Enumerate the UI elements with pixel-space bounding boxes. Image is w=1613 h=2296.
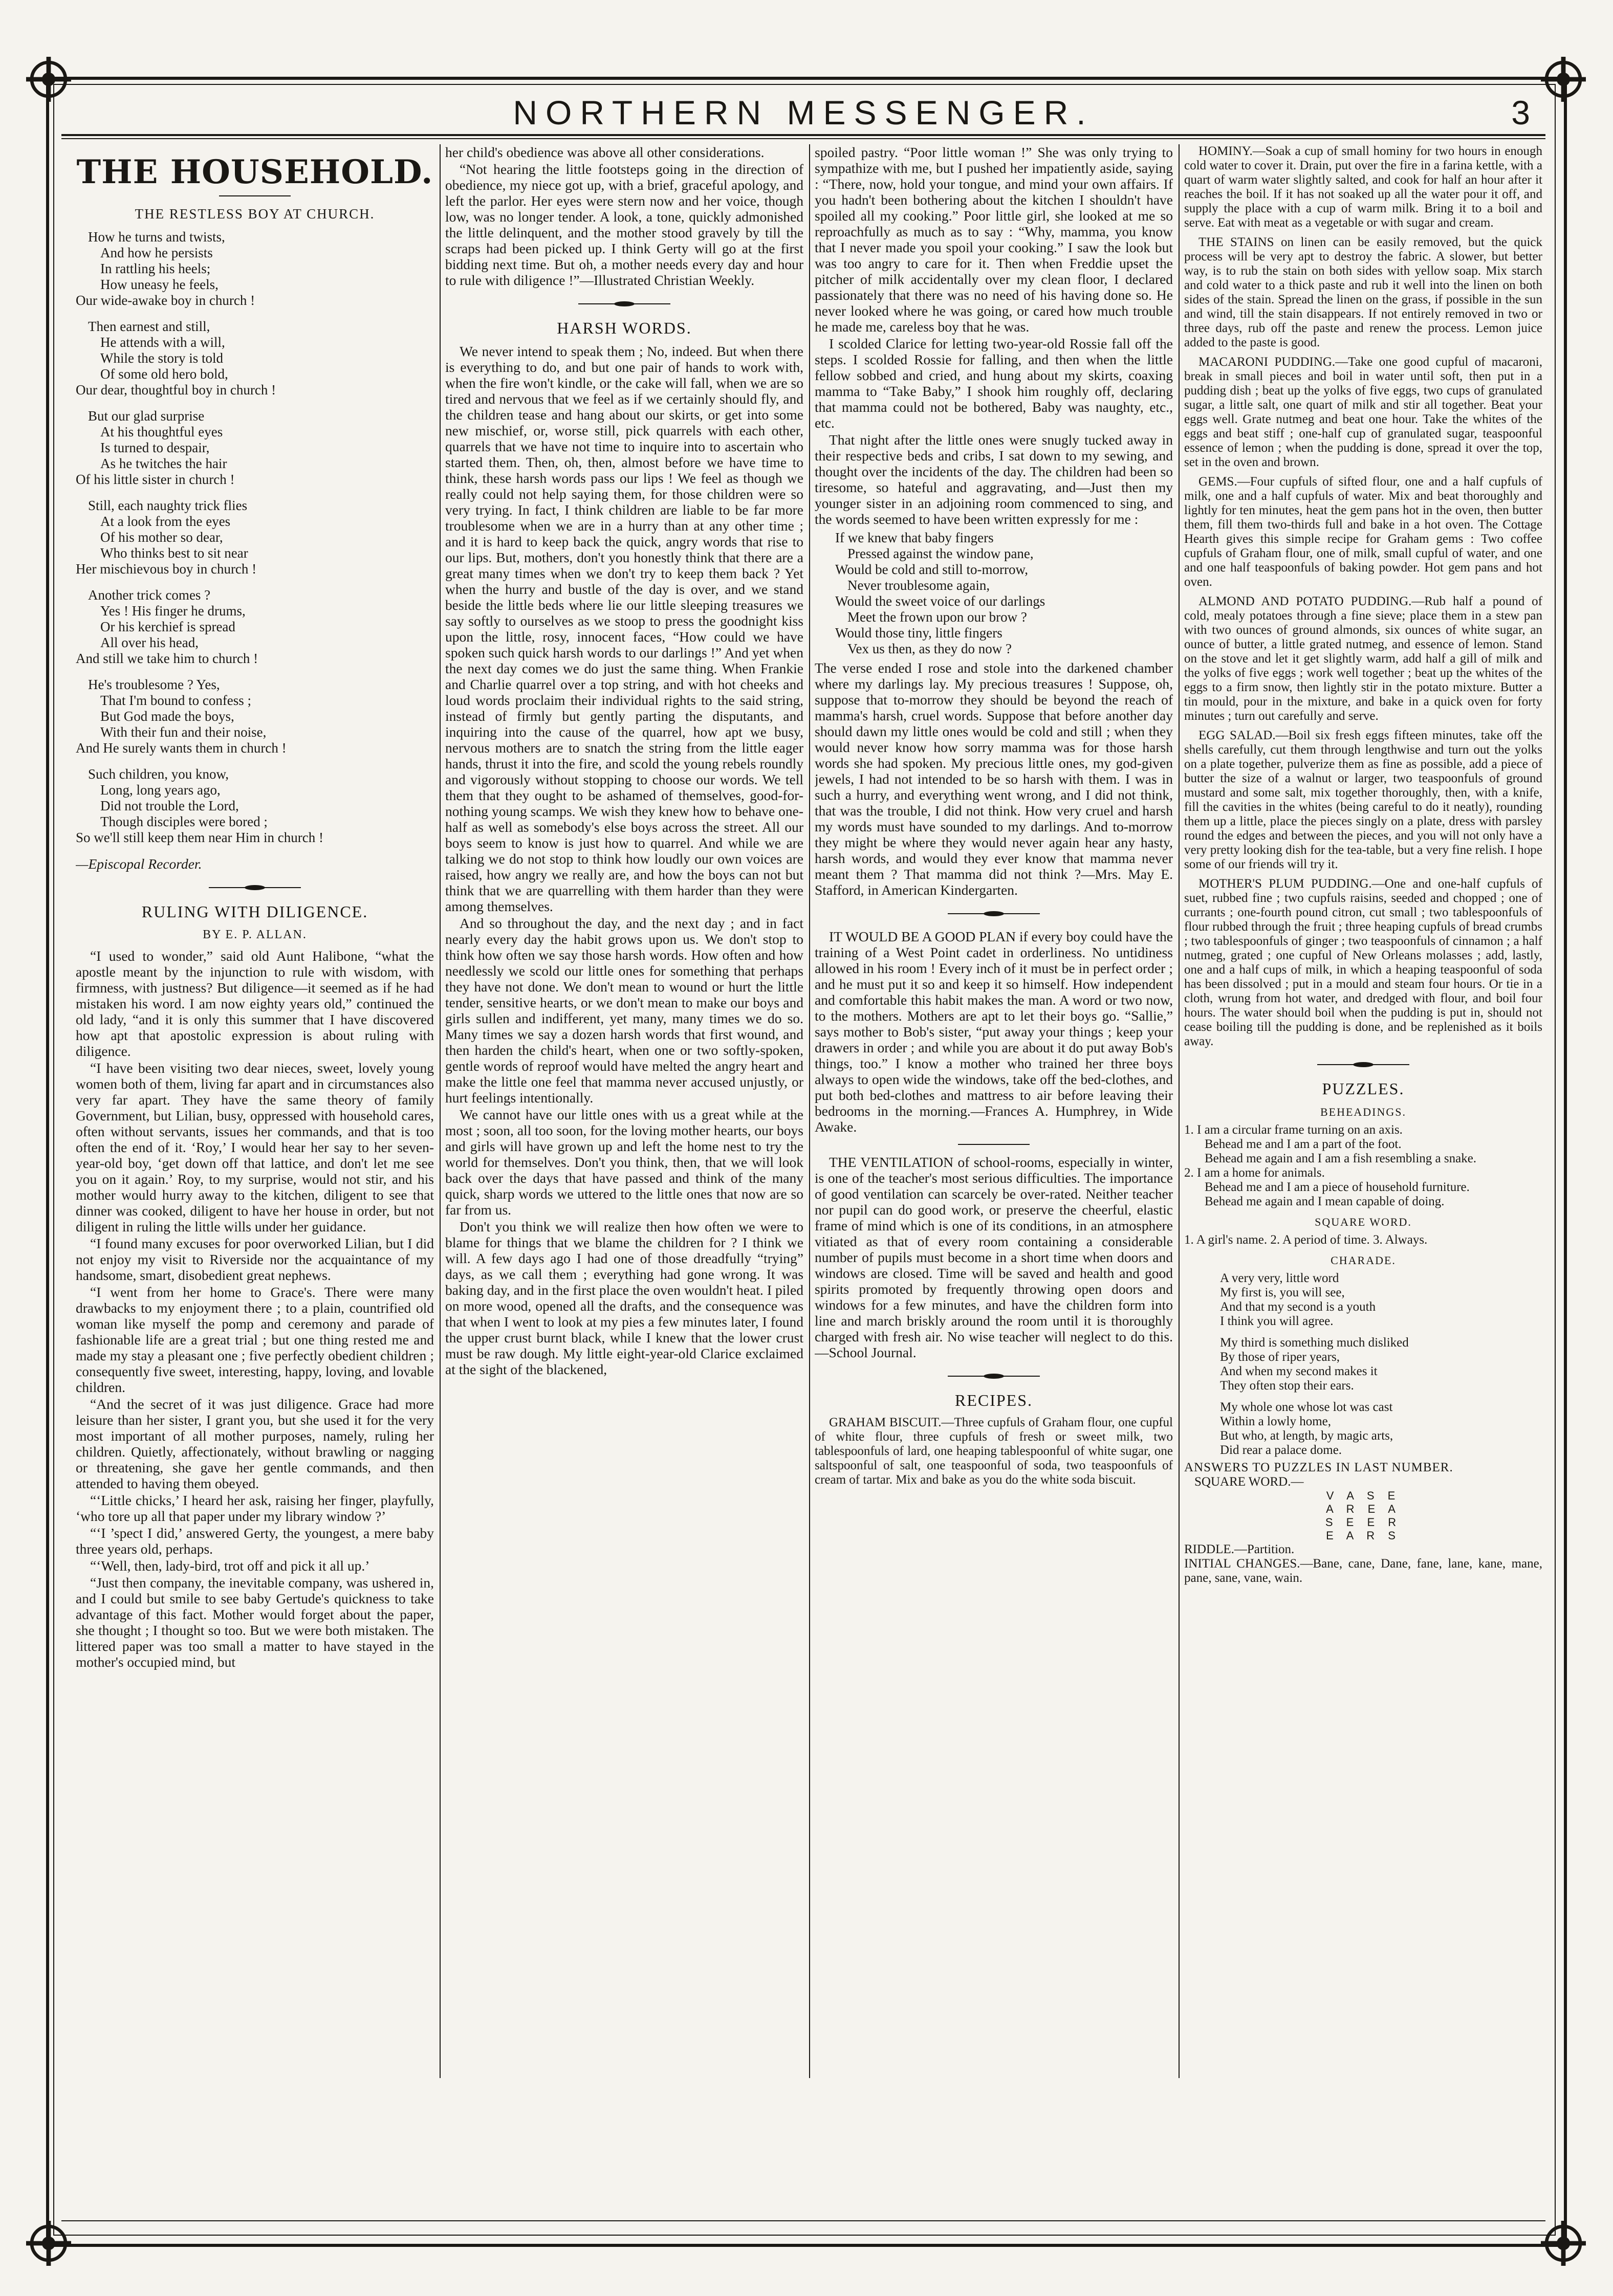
poem-line: Though disciples were bored ; <box>100 814 268 829</box>
paragraph: “And the secret of it was just diligence. Grace had more leisure than her sister, I grant you, but she used it for the very most important of all mother purposes, namely, ruling her children. Quietly, affectionately, without brawling or nagging or threatening, she gave her gentle commands, and then attended to having them obeyed. <box>76 1396 434 1491</box>
poem-stanza <box>76 766 434 846</box>
charade-line: My third is something much disliked <box>1220 1336 1409 1350</box>
bottom-rule <box>61 2220 1545 2221</box>
charade-heading: CHARADE. <box>1331 1254 1396 1267</box>
poem-line: He's troublesome ? Yes, <box>88 677 220 692</box>
recipe-paragraph: MOTHER'S PLUM PUDDING.—One and one-half cupfuls of suet, rubbed fine ; two cupfuls raisins, seeded and chopped ; one of currants ; one-fourth pound citron, cut small ; two tablespoonfuls of flour rubbed through the fruit ; three heaping cupfuls of bread crumbs ; two tablespoonfuls of ginger ; two teaspoonfuls of cinnamon ; a half nutmeg, grated ; one cupful of New Orleans molasses ; add, lastly, one and a half cups of milk, in which a heaping teaspoonful of soda has been dissolved ; put in a mould and steam four hours. Or tie in a cloth, wrung from hot water, and dredged with flour, and boil four hours. The water should boil when the pudding is put in, should not cease boiling till the pudding is done, and be replenished as it boils away. <box>1184 877 1542 1048</box>
poem-stanza <box>76 319 434 398</box>
poem-line: How he turns and twists, <box>88 229 225 245</box>
charade-line: A very very, little word <box>1220 1271 1339 1285</box>
beheading-line: Behead me again and I am a fish resembling a snake. <box>1205 1152 1477 1165</box>
page-number: 3 <box>1511 94 1530 131</box>
song-verse <box>815 530 1173 657</box>
charade-line <box>1220 1329 1542 1336</box>
poem-line: Or his kerchief is spread <box>100 619 235 634</box>
answers-square-word-label: SQUARE WORD.— <box>1194 1475 1304 1489</box>
poem-line: Such children, you know, <box>88 766 229 782</box>
recipes-title: RECIPES. <box>954 1391 1033 1409</box>
charade-line: But who, at length, by magic arts, <box>1220 1429 1393 1443</box>
square-word-puzzle: 1. A girl's name. 2. A period of time. 3. Always. <box>1184 1233 1428 1247</box>
poem-line: As he twitches the hair <box>100 456 227 471</box>
masthead-title: NORTHERN MESSENGER. <box>513 94 1094 131</box>
verse-line: Pressed against the window pane, <box>847 546 1034 561</box>
story-byline: BY E. P. ALLAN. <box>203 928 307 941</box>
poem-line: Our wide-awake boy in church ! <box>76 293 255 308</box>
separator <box>948 1373 1040 1380</box>
verse-line: Would be cold and still to-morrow, <box>835 562 1029 577</box>
corner-ornament-bottom-left <box>20 2215 77 2271</box>
beheading-line: 1. I am a circular frame turning on an axis. <box>1184 1123 1403 1137</box>
puzzles-title: PUZZLES. <box>1322 1079 1405 1098</box>
charade-line: By those of riper years, <box>1220 1350 1340 1364</box>
poem-line: Of his little sister in church ! <box>76 472 235 487</box>
charade-line: Within a lowly home, <box>1220 1415 1332 1428</box>
square-answer-row: V A S E <box>1326 1489 1401 1502</box>
poem-line: And still we take him to church ! <box>76 651 258 666</box>
answers-square-word <box>1184 1489 1542 1542</box>
paragraph: That night after the little ones were snugly tucked away in their respective beds and cribs, I sat down to my sewing, and thought over the incidents of the day. The children had been so tiresome, so hateful and aggravating, and—Just then my younger sister in an adjoining room commenced to sing, and the words seemed to have been written expressly for me : <box>815 432 1173 527</box>
poem-line: How uneasy he feels, <box>100 277 219 292</box>
poem-line: While the story is told <box>100 350 223 366</box>
square-answer-row: A R E A <box>1326 1503 1401 1515</box>
paragraph: We never intend to speak them ; No, indeed. But when there is everything to do, and but one pair of hands to work with, when the fire won't kindle, or the cake will fall, when we are so tired and nervous that we feel as if we certainly should fly, and the children tease and hang about our skirts, or get into some new mischief, or, worse still, pick quarrels with each other, quarrels that we have not time to inquire into to ascertain who started them. Then, oh, then, almost before we have time to think, these harsh words pass our lips ! We feel as though we really could not help saying them, for those children were so very trying. In fact, I think children are liable to be far more troublesome when we are in a hurry than at any other time ; and it is hard to keep back the quick, angry words that rise to our lips. But, mothers, don't you honestly think that there are a great many times when we don't try to keep them back ? Yet when the hurry and bustle of the day is over, and we stand beside the little beds where lie our little sleeping treasures we say softly to ourselves as we stoop to press the goodnight kiss upon the little, rosy, innocent faces, “How could we have spoken such quick harsh words to our darlings !” And yet when the next day comes we do just the same thing. When Frankie and Charlie quarrel over a top string, and with hot cheeks and loud words proclaim their individual rights to the said string, instead of firmly but gently parting the disputants, and inquiring into the cause of the quarrel, how apt we busy, nervous mothers are to snatch the string from the little eager hands, thrust it into the fire, and scold the young rebels roundly and vigorously without stopping to choose our words. We tell them that they ought to be ashamed of themselves, good-for-nothing young scamps. We wish they knew how to behave one-half as well as somebody's else boys across the street. All our boys seem to know is just how to quarrel. And while we are talking we do not stop to think how loudly our own voices are raised, how angry we really are, and how the boys can not but think that we are quarrelling with them harder than they were among themselves. <box>445 343 803 914</box>
paragraph: “I have been visiting two dear nieces, sweet, lovely young women both of them, living far apart and in circumstances also very far apart. They have the same theory of family Government, but Lilian, busy, oppressed with household cares, often without servants, issues her commands, and that is too often the end of it. ‘Roy,’ I would hear her say to her seven-year-old boy, ‘get down off that lattice, and don't let me see you on it again.’ Roy, to my surprise, would not stir, and his mother would hurry away to the kitchen, diligent to see that dinner was cooked, diligent to have her house in order, but not diligent in ruling the little wills under her guidance. <box>76 1060 434 1234</box>
recipe-paragraph: GEMS.—Four cupfuls of sifted flour, one and a half cupfuls of milk, one and a half cupfuls of water. Mix and beat thoroughly and lightly for ten minutes, heat the gem pans hot in the oven, then butter them, fill them two-thirds full and bake in a hot oven. The Cottage Hearth gives this simple recipe for Graham gems : Two coffee cupfuls of Graham flour, one of milk, small cupful of water, and one and one half teaspoonfuls of baking powder. Hot gem pans and hot oven. <box>1184 475 1542 589</box>
poem-line: In rattling his heels; <box>100 261 211 276</box>
poem-line: Our dear, thoughtful boy in church ! <box>76 382 276 398</box>
separator <box>948 910 1040 917</box>
recipe-paragraph: MACARONI PUDDING.—Take one good cupful of macaroni, break in small pieces and boil in water until soft, then put in a pudding dish ; beat up the yolks of five eggs, two cups of granulated sugar, a little salt, one quart of milk and stir all together. Beat your eggs well. Grate nutmeg and beat one hour. Take the whites of the eggs and beat stiff ; one-half cup of granulated sugar, teaspoonful essence of lemon ; when the pudding is done, spread it over the top, set in the oven and brown. <box>1184 355 1542 469</box>
short-rule <box>958 1144 1030 1145</box>
poem-line: Long, long years ago, <box>100 782 221 798</box>
square-word-heading: SQUARE WORD. <box>1315 1216 1412 1228</box>
poem-line: Who thinks best to sit near <box>100 545 248 561</box>
poem-line: That I'm bound to confess ; <box>100 693 252 708</box>
paragraph: spoiled pastry. “Poor little woman !” She was only trying to sympathize with me, but I pushed her impatiently aside, saying : “There, now, hold your tongue, and mind your own affairs. If you hadn't been bothering about the kitchen I shouldn't have spoiled all my cooking.” Poor little girl, she looked at me so reproachfully as much as to say : “Why, mamma, you know that I never made you spoil your cooking.” I saw the look but was too angry to care for it. Then when Freddie upset the pitcher of milk accidentally over my clean floor, I declared passionately that there was no need of his having done so. He never looked where he was going, or cared how much trouble he made me, careless boy that he was. <box>815 144 1173 335</box>
square-answer-row: E A R S <box>1326 1529 1401 1542</box>
column-4 <box>1184 144 1542 2216</box>
masthead-rule <box>61 134 1545 136</box>
recipes-list <box>1184 144 1542 1049</box>
section-title-household: THE HOUSEHOLD. <box>76 153 433 191</box>
verse-line: Would the sweet voice of our darlings <box>835 593 1045 609</box>
charade-line: And when my second makes it <box>1220 1364 1378 1378</box>
answers-heading: ANSWERS TO PUZZLES IN LAST NUMBER. <box>1184 1461 1453 1474</box>
charade-line: They often stop their ears. <box>1220 1379 1354 1393</box>
masthead-rule-thin <box>61 138 1545 139</box>
poem-line: With their fun and their noise, <box>100 724 267 740</box>
charade-line: I think you will agree. <box>1220 1314 1334 1328</box>
poem-line: Did not trouble the Lord, <box>100 798 239 813</box>
paragraph: And so throughout the day, and the next day ; and in fact nearly every day the habit grows upon us. We don't stop to think how often we say those harsh words. How often and how needlessly we scold our little ones for something that perhaps they have not done. We don't mean to wound or hurt the little tender, sensitive hearts, or we don't mean to make our boys and girls sullen and indifferent, yet many, many times we do so. Many times we say a dozen harsh words that first wound, and then harden the child's heart, when one or two softly-spoken, gentle words of reproof would have melted the angry heart and make the little one feel that mamma never accused unjustly, or hurt feelings intentionally. <box>445 915 803 1106</box>
poem-source: —Episcopal Recorder. <box>76 856 202 872</box>
poem-restless-boy <box>76 229 434 846</box>
paragraph: “Just then company, the inevitable company, was ushered in, and I could but smile to see baby Gertude's quickness to take advantage of this fact. Mother would forget about the paper, she thought ; I thought so too. But we were both mistaken. The littered paper was too small a matter to have stayed in the mother's occupied mind, but <box>76 1575 434 1670</box>
story-title: RULING WITH DILIGENCE. <box>141 902 368 921</box>
charade-line <box>1220 1393 1542 1400</box>
answers-initial-changes: INITIAL CHANGES.—Bane, cane, Dane, fane, lane, kane, mane, pane, sane, vane, wain. <box>1184 1557 1542 1585</box>
paragraph: “I found many excuses for poor overworked Lilian, but I did not enjoy my visit to Riverside nor the acquaintance of my handsome, smart, disobedient great nephews. <box>76 1235 434 1283</box>
column-divider-1 <box>440 144 441 2078</box>
separator <box>578 300 670 307</box>
charade-line: My first is, you will see, <box>1220 1286 1345 1299</box>
poem-line: But God made the boys, <box>100 709 234 724</box>
poem-line: At a look from the eyes <box>100 514 231 529</box>
poem-stanza <box>76 677 434 756</box>
poem-stanza <box>76 229 434 308</box>
poem-line: Still, each naughty trick flies <box>88 498 248 513</box>
charade-line: And that my second is a youth <box>1220 1300 1376 1314</box>
poem-line: And He surely wants them in church ! <box>76 740 287 756</box>
column-divider-3 <box>1179 144 1180 2078</box>
poem-line: He attends with a will, <box>100 335 225 350</box>
beheadings-heading: BEHEADINGS. <box>1320 1106 1407 1118</box>
paragraph: her child's obedience was above all other considerations. <box>445 144 765 160</box>
poem-line: Another trick comes ? <box>88 587 211 603</box>
title-rule <box>219 195 291 196</box>
beheading-line: 2. I am a home for animals. <box>1184 1166 1325 1180</box>
separator <box>209 884 301 891</box>
poem-line: Is turned to despair, <box>100 440 210 455</box>
paragraph: Don't you think we will realize then how often we were to blame for things that we blame the children for ? I think we will. A few days ago I had one of those dreadfully “trying” days, as we call them ; everything had gone wrong. It was baking day, and in the first place the oven wouldn't heat. I piled on more wood, opened all the drafts, and the consequence was that when I went to look at my pies a few minutes later, I found the upper crust burnt black, while I knew that the lower crust must be raw dough. My little eight-year-old Clarice exclaimed at the sight of the blackened, <box>445 1219 803 1377</box>
square-answer-row: S E E R <box>1325 1516 1402 1529</box>
poem-line: So we'll still keep them near Him in church ! <box>76 830 323 845</box>
beheading-line: Behead me again and I mean capable of doing. <box>1205 1195 1445 1208</box>
beheading-line: Behead me and I am a part of the foot. <box>1205 1137 1402 1151</box>
good-plan-paragraph: IT WOULD BE A GOOD PLAN if every boy could have the training of a West Point cadet in orderliness. No untidiness allowed in his room ! Every inch of it must be in perfect order ; and he must put it so and keep it so himself. How independent and comfortable this habit makes the man. A word or two now, to the mothers. Mothers are apt to let their boys go. “Sallie,” says mother to Bob's sister, “put away your things ; keep your drawers in order ; and while you are about it do put away Bob's things, too.” I know a mother who trained her three boys always to open wide the windows, take off the bed-clothes, and put both bed-clothes and mattress to air before leaving their bedrooms in the morning.—Frances A. Humphrey, in Wide Awake. <box>815 929 1173 1135</box>
poem-line: All over his head, <box>100 635 199 650</box>
separator <box>1317 1061 1409 1068</box>
poem-stanza <box>76 498 434 577</box>
column-1 <box>76 144 434 2216</box>
verse-line: If we knew that baby fingers <box>835 530 994 545</box>
poem-line: Of his mother so dear, <box>100 529 223 545</box>
recipe-paragraph: EGG SALAD.—Boil six fresh eggs fifteen minutes, take off the shells carefully, cut them through lengthwise and turn out the yolks on a plate together, pulverize them as fine as possible, add a piece of butter the size of a walnut or larger, two teaspoonfuls of ground mustard and some salt, mix together thoroughly, then, with a knife, fill the cavities in the whites (being careful to do it neatly), rounding them up a little, place the pieces singly on a plate, dress with parsley round the edges and between the pieces, and you will not only have a very pretty looking dish for the tea-table, but a very fine relish. I hope some of our friends will try it. <box>1184 728 1542 871</box>
paragraph: I scolded Clarice for letting two-year-old Rossie fall off the steps. I scolded Rossie for falling, and then when the little fellow sobbed and cried, and hung about my skirts, coaxing mamma to “Take Baby,” I shook him roughly off, declaring that mamma could not be bothered, Baby was naughty, etc., etc. <box>815 336 1173 431</box>
article-body <box>445 343 803 1377</box>
recipe-paragraph: ALMOND AND POTATO PUDDING.—Rub half a pound of cold, mealy potatoes through a fine sieve; place them in a stew pan with two ounces of ground almonds, six ounces of white sugar, an ounce of butter, a little grated nutmeg, and essence of lemon. Stand on the stove and let it get slightly warm, add half a gill of milk and the yolks of five eggs ; work well together ; beat up the whites of the eggs to a firm snow, then lightly stir in the potato mixture. Butter a tin mould, pour in the mixture, and bake in a quick oven for forty minutes ; turn out carefully and serve. <box>1184 594 1542 723</box>
beheadings-list <box>1184 1123 1542 1209</box>
column-3 <box>815 144 1173 2216</box>
charade-line: Did rear a palace dome. <box>1220 1443 1342 1457</box>
poem-line: Yes ! His finger he drums, <box>100 603 246 619</box>
charade-line: My whole one whose lot was cast <box>1220 1400 1393 1414</box>
answers-riddle: RIDDLE.—Partition. <box>1184 1542 1295 1556</box>
paragraph: “‘Little chicks,’ I heard her ask, raising her finger, playfully, ‘who tore up all that paper under my library window ?’ <box>76 1492 434 1524</box>
recipe-paragraph: THE STAINS on linen can be easily removed, but the quick process will be very apt to destroy the fabric. A slower, but better way, is to rub the stain on both sides with yellow soap. Mix starch and cold water to a thick paste and rub it well into the linen on both sides of the stain. Spread the linen on the grass, if possible in the sun and wind, till the stain disappears. If not entirely removed in two or three days, rub off the paste and renew the process. Lemon juice added to the paste is good. <box>1184 235 1542 349</box>
recipe-graham-biscuit: GRAHAM BISCUIT.—Three cupfuls of Graham flour, one cupful of white flour, three cupfuls of fresh or sweet milk, two tablespoonfuls of lard, one heaping tablespoonful of white sugar, one saltspoonful of salt, one teaspoonful of soda, two teaspoonfuls of cream of tartar. Mix and bake as you do the white soda biscuit. <box>815 1416 1173 1487</box>
poem-stanza <box>76 408 434 488</box>
column-2 <box>445 144 803 2216</box>
poem-stanza <box>76 587 434 667</box>
poem-title: THE RESTLESS BOY AT CHURCH. <box>135 206 375 222</box>
poem-line: At his thoughtful eyes <box>100 424 223 439</box>
poem-line: But our glad surprise <box>88 408 205 424</box>
poem-line: Her mischievous boy in church ! <box>76 561 257 577</box>
paragraph: “I used to wonder,” said old Aunt Halibone, “what the apostle meant by the injunction to rule with wisdom, with firmness, with justness? But diligence—it seemed as if he had mistaken his word. I am now eighty years old,” continued the old lady, “and it is only this summer that I have discovered how apt that apostolic expression is about ruling with diligence. <box>76 948 434 1059</box>
verse-line: Never troublesome again, <box>847 578 990 593</box>
paragraph: “‘Well, then, lady-bird, trot off and pick it all up.’ <box>90 1558 370 1574</box>
article-title-harsh-words: HARSH WORDS. <box>557 319 692 337</box>
masthead <box>61 93 1545 139</box>
charade-verse <box>1184 1271 1542 1458</box>
column-divider-2 <box>809 144 810 2078</box>
paragraph: “I went from her home to Grace's. There were many drawbacks to my enjoyment there ; to a plain, countrified old woman like myself the pomp and ceremony and parade of fashionable life are a great trial ; but one thing rested me and made my stay a pleasant one ; five perfectly obedient children ; consequently five sweet, interesting, happy, loving, and lovable children. <box>76 1284 434 1395</box>
paragraph: The verse ended I rose and stole into the darkened chamber where my darlings lay. My precious treasures ! Suppose, oh, suppose that to-morrow they should be beyond the reach of mamma's harsh, cruel words. Suppose that before another day should dawn my little ones would be cold and still ; when they would never know how sorry mamma was for those harsh words she had spoken. My precious little ones, my god-given jewels, I had not intended to be so harsh with them. I was in such a hurry, and everything went wrong, and I did not think, that was the trouble, I did not think. How very cruel and harsh my words must have sounded to my darlings. And to-morrow they might be where they would never again hear any hasty, harsh words, and would they ever know that mamma never meant them ? That mamma did not think ?—Mrs. May E. Stafford, in American Kindergarten. <box>815 660 1173 898</box>
recipe-paragraph: HOMINY.—Soak a cup of small hominy for two hours in enough cold water to cover it. Drain, put over the fire in a farina kettle, with a quart of warm water slightly salted, and cook for half an hour after it reaches the boil. If it has not soaked up all the water pour it off, and supply the place with a cup of warm milk. Bring it to a boil and serve. Eat with meat as a vegetable or with sugar and cream. <box>1184 144 1542 230</box>
paragraph: “‘I ’spect I did,’ answered Gerty, the youngest, a mere baby three years old, perhaps. <box>76 1525 434 1557</box>
paragraph: We cannot have our little ones with us a great while at the most ; soon, all too soon, for the loving mother hearts, our boys and girls will have grown up and left the home nest to try the world for themselves. Don't you think, then, that we will look back over the days that have passed and think of the many quick, sharp words we uttered to the little ones that now are so far from us. <box>445 1107 803 1218</box>
poem-line: Then earnest and still, <box>88 319 210 334</box>
paragraph: “Not hearing the little footsteps going in the direction of obedience, my niece got up, with a brief, graceful apology, and left the parlor. Her eyes were stern now and her voice, though low, was no longer tender. A look, a tone, quickly admonished the little delinquent, and the mother stood gravely by till the scraps had been picked up. I think Gerty will go at the first bidding next time. But oh, a mother needs every day and hour to rule with diligence !”—Illustrated Christian Weekly. <box>445 161 803 288</box>
poem-line: Of some old hero bold, <box>100 366 228 382</box>
verse-line: Meet the frown upon our brow ? <box>847 609 1027 625</box>
ventilation-paragraph: THE VENTILATION of school-rooms, especially in winter, is one of the teacher's most serious difficulties. The importance of good ventilation can scarcely be over-rated. Neither teacher nor pupil can do good work, or preserve the cheerful, elastic frame of mind which is one of its conditions, in an atmosphere vitiated as that of every room containing a considerable number of pupils must become in a short time when doors and windows are closed. Time will be saved and health and good spirits promoted by frequently throwing open doors and windows for a few minutes, and have the children form into line and march briskly around the room until it is thoroughly charged with fresh air. No wise teacher will neglect to do this.—School Journal. <box>815 1154 1173 1360</box>
verse-line: Vex us then, as they do now ? <box>847 641 1012 656</box>
poem-line: And how he persists <box>100 245 213 260</box>
story-body <box>76 948 434 1670</box>
beheading-line: Behead me and I am a piece of household furniture. <box>1205 1180 1470 1194</box>
verse-line: Would those tiny, little fingers <box>835 625 1002 641</box>
corner-ornament-bottom-right <box>1535 2215 1592 2271</box>
